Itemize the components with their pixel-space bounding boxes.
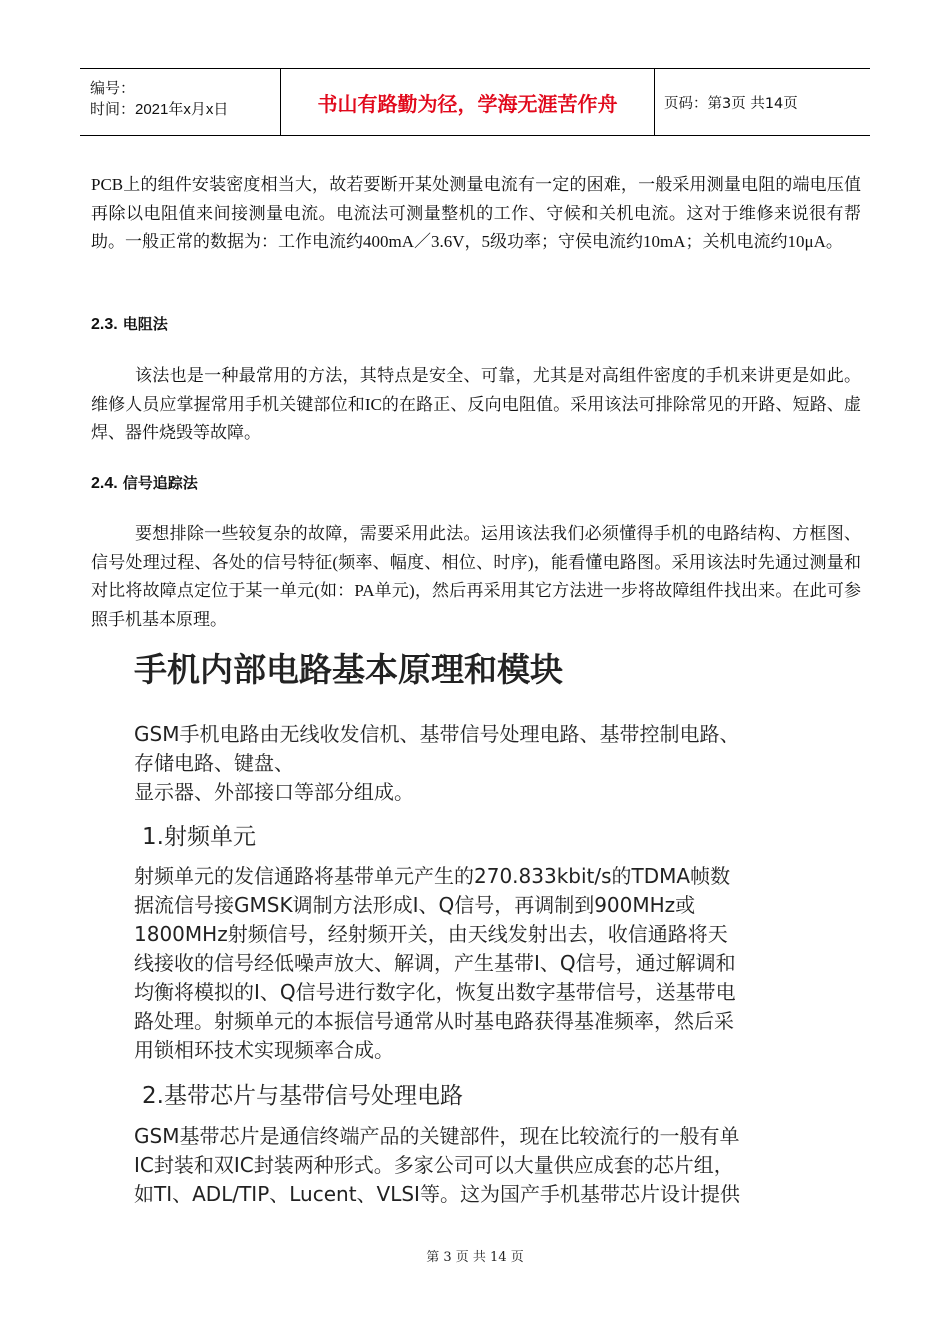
rf-unit-line: 1800MHz射频信号，经射频开关，由天线发射出去，收信通路将天 [134,922,728,946]
rf-unit-line: 用锁相环技术实现频率合成。 [134,1038,394,1062]
chapter-intro-line: GSM手机电路由无线收发信机、基带信号处理电路、基带控制电路、 [134,722,740,746]
header-page-cell [655,69,870,135]
rf-unit-line: 均衡将模拟的I、Q信号进行数字化，恢复出数字基带信号，送基带电 [134,980,736,1004]
page-footer: 第 3 页 共 14 页 [426,1250,524,1265]
chapter-intro-line: 存储电路、键盘、 [134,751,294,775]
page-header [80,68,870,136]
baseband-line: IC封装和双IC封装两种形式。多家公司可以大量供应成套的芯片组， [134,1153,734,1177]
section-2-4-title: 信号追踪法 [122,474,198,492]
section-2-3-body: 该法也是一种最常用的方法，其特点是安全、可靠，尤其是对高组件密度的手机来讲更是如此。维修人员应掌握常用手机关键部位和IC的在路正、反向电阻值。采用该法可排除常见的开路、短路、虚焊、器件烧毁等故障。 [91,366,861,442]
chapter-intro [134,720,834,807]
header-date-label: 时间：2021年x月x日 [90,101,229,118]
header-page-label: 页码：第3页 共14页 [664,95,798,112]
section-2-4-heading [91,472,198,493]
rf-unit-line: 据流信号接GMSK调制方法形成I、Q信号，再调制到900MHz或 [134,893,696,917]
header-motto: 书山有路勤为径，学海无涯苦作舟 [317,91,618,116]
header-info-cell [80,69,281,135]
baseband-line: GSM基带芯片是通信终端产品的关键部件，现在比较流行的一般有单 [134,1124,740,1148]
baseband-heading: 2.基带芯片与基带信号处理电路 [142,1083,463,1109]
chapter-title: 手机内部电路基本原理和模块 [134,650,563,689]
header-motto-cell [281,69,655,135]
baseband-body [134,1122,834,1209]
rf-unit-line: 线接收的信号经低噪声放大、解调，产生基带I、Q信号，通过解调和 [134,951,736,975]
section-2-4-number: 2.4. [91,475,118,492]
intro-paragraph: PCB上的组件安装密度相当大，故若要断开某处测量电流有一定的困难，一般采用测量电阻的端电压值再除以电阻值来间接测量电流。电流法可测量整机的工作、守候和关机电流。这对于维修来说很有帮助。一般正常的数据为：工作电流约400mA／3.6V，5级功率；守侯电流约10mA；关机电流约10μA。 [91,175,861,251]
baseband-line: 如TI、ADL/TIP、Lucent、VLSI等。这为国产手机基带芯片设计提供 [134,1182,740,1206]
rf-unit-line: 路处理。射频单元的本振信号通常从时基电路获得基准频率，然后采 [134,1009,734,1033]
section-2-3-heading [91,313,168,334]
section-2-3-title: 电阻法 [122,315,168,333]
rf-unit-body [134,862,834,1065]
section-2-3-number: 2.3. [91,316,118,333]
section-2-4-body: 要想排除一些较复杂的故障，需要采用此法。运用该法我们必须懂得手机的电路结构、方框图、信号处理过程、各处的信号特征(频率、幅度、相位、时序)，能看懂电路图。采用该法时先通过测量和对比将故障点定位于某一单元(如：PA单元)，然后再采用其它方法进一步将故障组件找出来。在此可参照手机基本原理。 [91,524,861,629]
rf-unit-heading: 1.射频单元 [142,824,256,850]
rf-unit-line: 射频单元的发信通路将基带单元产生的270.833kbit/s的TDMA帧数 [134,864,731,888]
header-code-label: 编号： [90,80,136,97]
chapter-intro-line: 显示器、外部接口等部分组成。 [134,780,414,804]
